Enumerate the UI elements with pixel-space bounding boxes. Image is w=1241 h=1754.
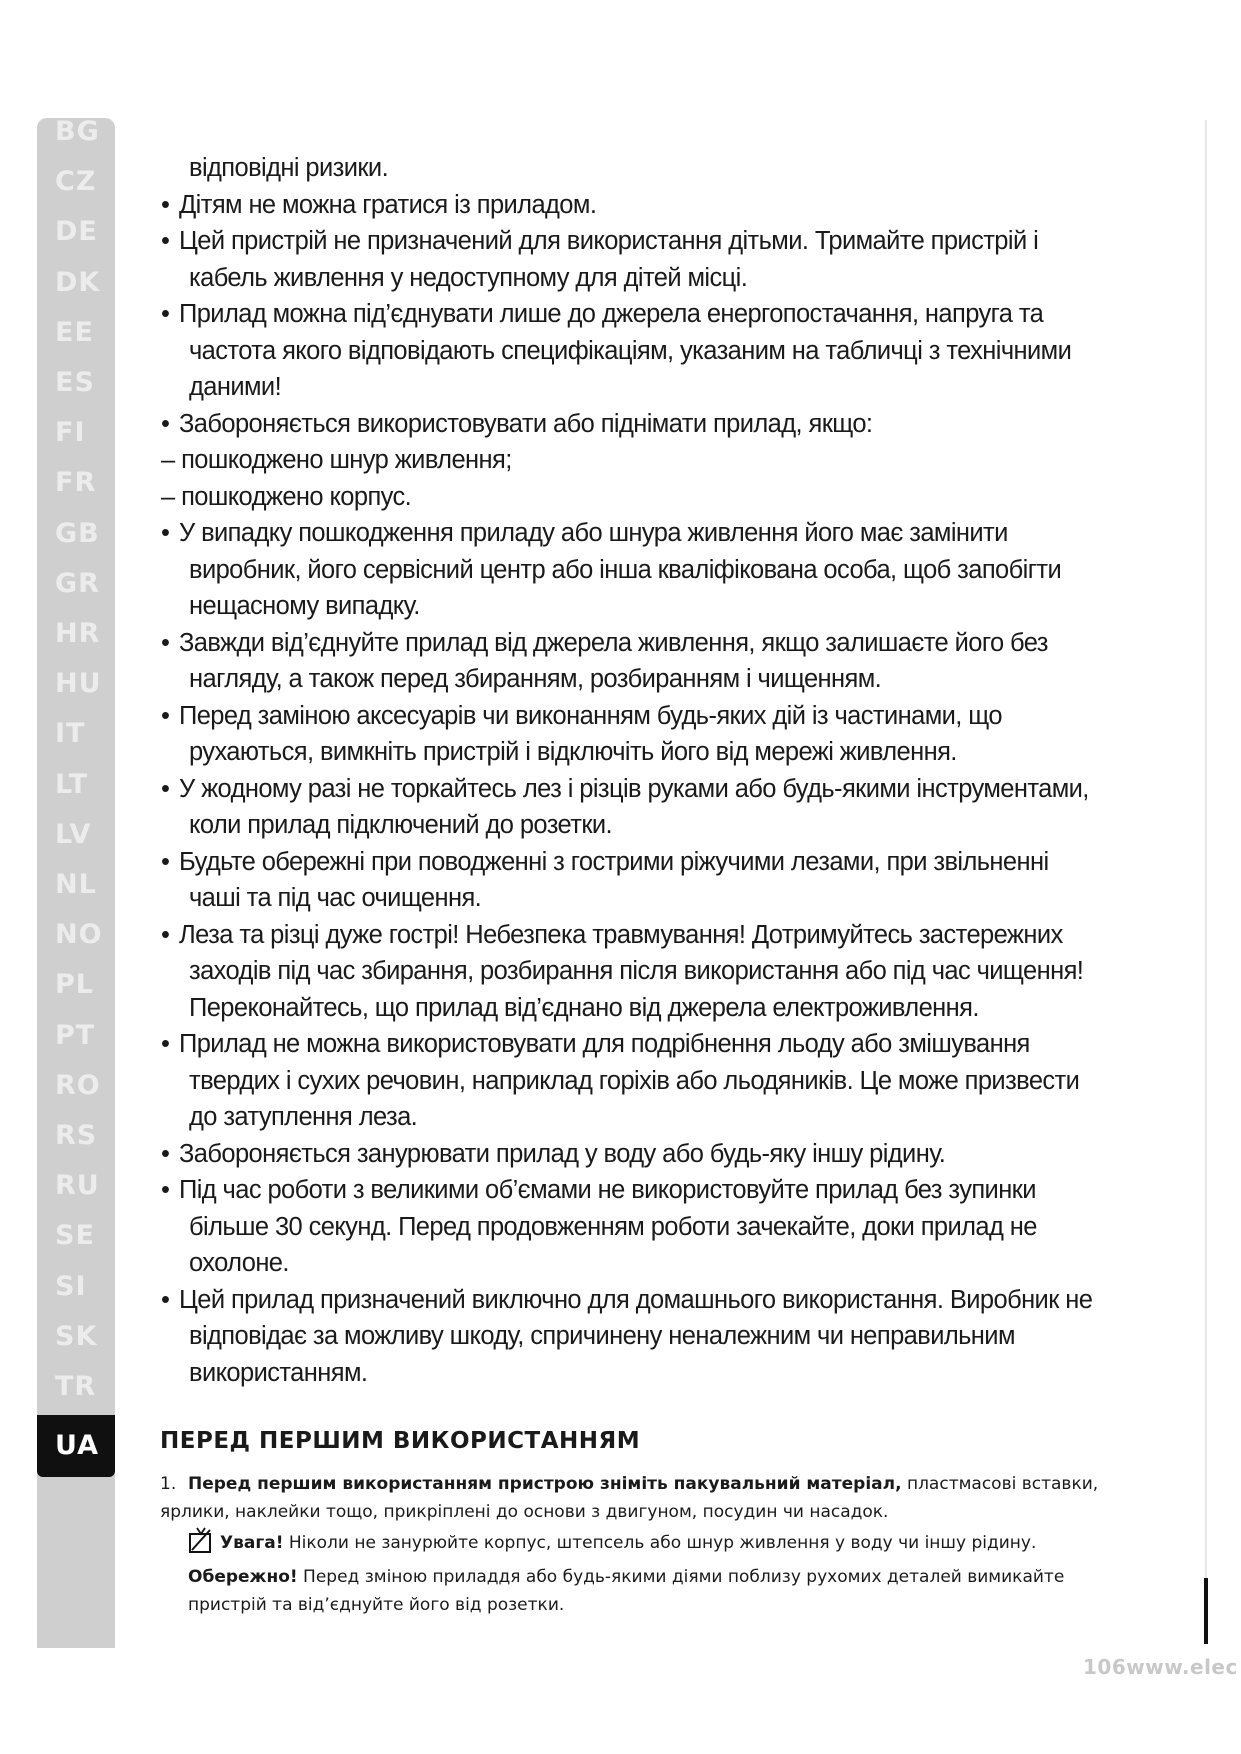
language-tab-lt[interactable]: LT xyxy=(55,768,89,800)
warning-icon xyxy=(188,1526,214,1563)
list-item: • Перед заміною аксесуарів чи виконанням будь-яких дій із частинами, що рухаються, вимкніть пристрій і відключіть його від мережі живлення. xyxy=(155,698,1105,771)
sub-item: – пошкоджено корпус. xyxy=(161,482,412,511)
warning-label: Увага! xyxy=(220,1533,284,1553)
language-tab-fi[interactable]: FI xyxy=(55,417,86,449)
list-item: • У випадку пошкодження приладу або шнура живлення його має замінити виробник, його сервісний центр або інша кваліфікована особа, щоб запобігти нещасному випадку. xyxy=(155,515,1105,625)
caution-text: Перед зміною приладдя або будь-якими діями поблизу рухомих деталей вимикайте пристрій та від’єднуйте його від розетки. xyxy=(188,1567,1065,1615)
list-item: • Цей прилад призначений виключно для домашнього використання. Виробник не відповідає за можливу шкоду, спричинену неналежним чи неправильним використанням. xyxy=(155,1282,1105,1392)
list-item: • Прилад можна під’єднувати лише до джерела енергопостачання, напруга та частота якого відповідають специфікаціям, указаним на табличці з технічними даними! xyxy=(155,296,1105,406)
language-sidebar xyxy=(37,118,115,1648)
language-tab-sk[interactable]: SK xyxy=(55,1320,98,1352)
first-use-section xyxy=(160,1470,1120,1619)
step-bold-text: Перед першим використанням пристрою зніміть пакувальний матеріал, xyxy=(188,1474,902,1494)
language-tab-pt[interactable]: PT xyxy=(55,1019,96,1051)
caution-label: Обережно! xyxy=(188,1567,298,1587)
list-item: • У жодному разі не торкайтесь лез і різців руками або будь-якими інструментами, коли прилад підключений до розетки. xyxy=(155,771,1105,844)
language-tab-nl[interactable]: NL xyxy=(55,869,97,900)
language-tab-bg[interactable]: BG xyxy=(55,116,100,147)
language-tab-se[interactable]: SE xyxy=(55,1220,95,1252)
list-item: • Забороняється занурювати прилад у воду або будь-яку іншу рідину. xyxy=(155,1136,1105,1173)
language-tab-fr[interactable]: FR xyxy=(55,467,97,499)
language-tab-cz[interactable]: CZ xyxy=(55,166,97,198)
page-footer xyxy=(1083,1655,1238,1679)
list-item: • Будьте обережні при поводженні з гострими ріжучими лезами, при звільненні чаші та під час очищення. xyxy=(155,844,1105,917)
language-tab-de[interactable]: DE xyxy=(55,216,98,248)
language-tab-pl[interactable]: PL xyxy=(55,969,94,1001)
language-tab-tr[interactable]: TR xyxy=(55,1371,97,1402)
list-item: • Прилад не можна використовувати для подрібнення льоду або змішування твердих і сухих речовин, наприклад горіхів або льодяників. Це може призвести до затуплення леза. xyxy=(155,1026,1105,1136)
list-item: • Завжди від’єднуйте прилад від джерела живлення, якщо залишаєте його без нагляду, а також перед збиранням, розбиранням і чищенням. xyxy=(155,625,1105,698)
language-tab-es[interactable]: ES xyxy=(55,367,95,398)
list-item: відповідні ризики. xyxy=(189,154,389,182)
language-tab-it[interactable]: IT xyxy=(55,718,86,750)
language-tab-rs[interactable]: RS xyxy=(55,1120,98,1151)
language-tab-lv[interactable]: LV xyxy=(55,818,92,850)
right-margin-rule xyxy=(1205,120,1207,1600)
language-tab-ee[interactable]: EE xyxy=(55,316,94,348)
language-tab-ua[interactable]: UA xyxy=(37,1415,115,1477)
language-tab-no[interactable]: NO xyxy=(55,919,103,951)
language-tab-hr[interactable]: HR xyxy=(55,618,101,649)
sub-item: – пошкоджено шнур живлення; xyxy=(161,446,512,474)
list-item: • Під час роботи з великими об’ємами не використовуйте прилад без зупинки більше 30 секунд. Перед продовженням роботи зачекайте, доки прилад не охолоне. xyxy=(155,1172,1105,1282)
right-margin-bar xyxy=(1204,1578,1208,1644)
language-tab-hu[interactable]: HU xyxy=(55,668,102,700)
language-tab-ru[interactable]: RU xyxy=(55,1170,100,1202)
footer-site: www.elec xyxy=(1126,1655,1238,1679)
language-tab-dk[interactable]: DK xyxy=(55,266,101,298)
list-item: • Цей пристрій не призначений для використання дітьми. Тримайте пристрій і кабель живлення у недоступному для дітей місці. xyxy=(155,223,1105,296)
language-tab-gr[interactable]: GR xyxy=(55,567,100,599)
section-heading: ПЕРЕД ПЕРШИМ ВИКОРИСТАННЯМ xyxy=(160,1428,641,1454)
language-tab-si[interactable]: SI xyxy=(55,1270,87,1302)
warning-text: Ніколи не занурюйте корпус, штепсель або шнур живлення у воду чи іншу рідину. xyxy=(283,1533,1037,1553)
safety-instructions xyxy=(155,150,1105,1391)
first-use-step xyxy=(160,1470,1120,1526)
warning-note xyxy=(160,1526,1120,1563)
language-tab-ro[interactable]: RO xyxy=(55,1069,101,1101)
list-item: • Забороняється використовувати або піднімати прилад, якщо: xyxy=(155,406,1105,443)
language-tab-gb[interactable]: GB xyxy=(55,517,100,549)
safety-list xyxy=(155,150,1105,1391)
list-item: • Леза та різці дуже гострі! Небезпека травмування! Дотримуйтесь застережних заходів під час збирання, розбирання після використання або під час чищення! Переконайтесь, що прилад від’єднано від джерела електроживлення. xyxy=(155,917,1105,1027)
page-number: 106 xyxy=(1083,1655,1127,1679)
step-number: 1. xyxy=(160,1474,177,1494)
list-item: • Дітям не можна гратися із приладом. xyxy=(155,187,1105,224)
caution-note xyxy=(160,1563,1120,1619)
step-text: пластмасові вставки, ярлики, наклейки тощо, прикріплені до основи з двигуном, посудин чи насадок. xyxy=(160,1474,1099,1522)
